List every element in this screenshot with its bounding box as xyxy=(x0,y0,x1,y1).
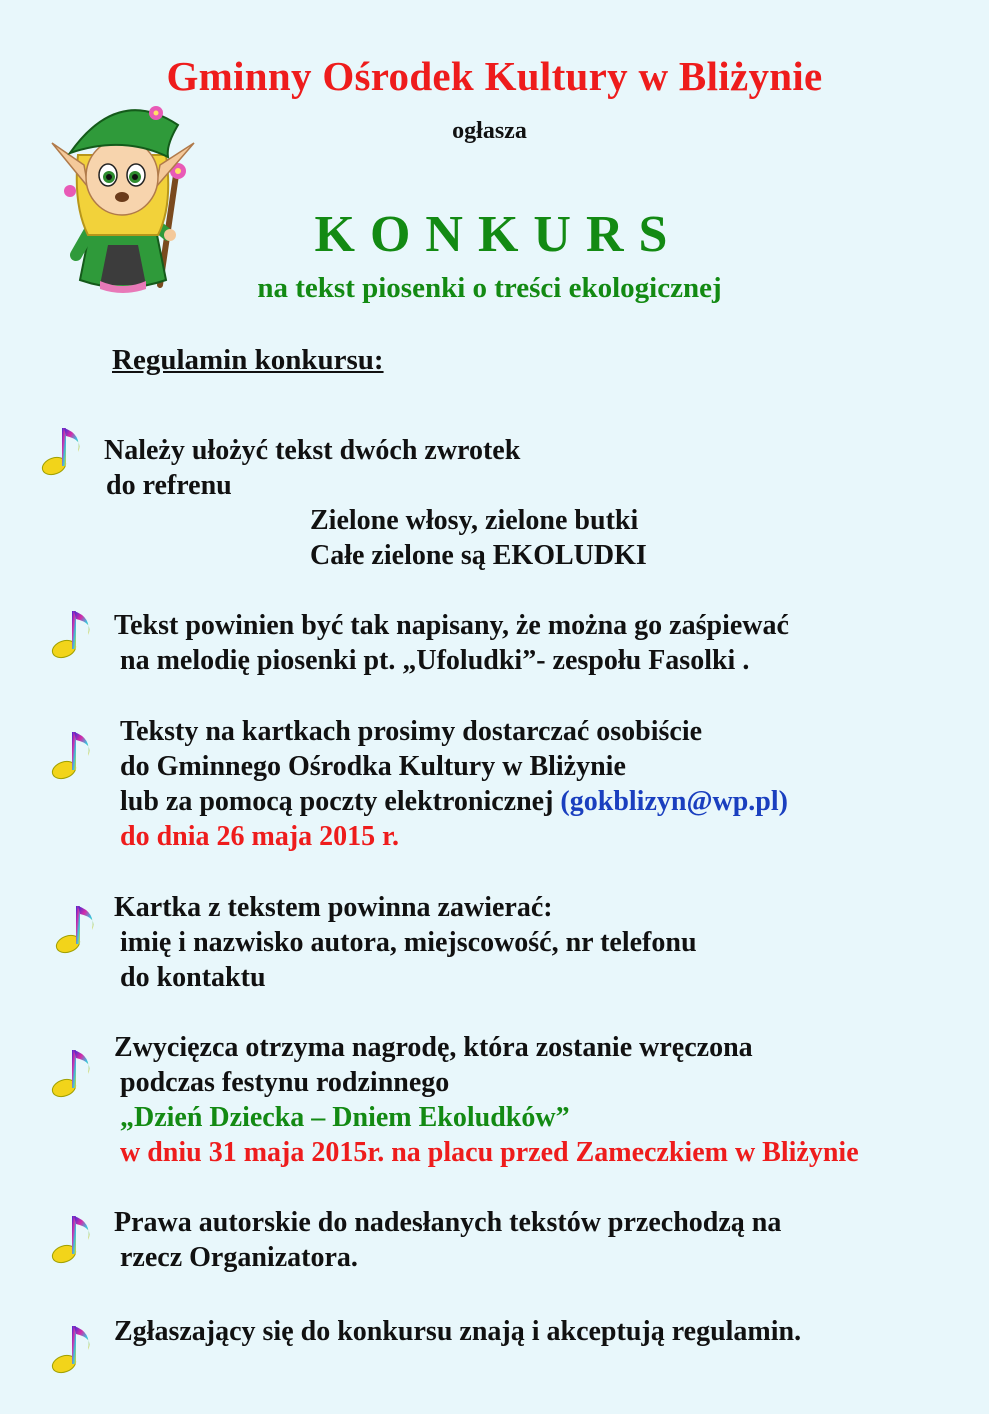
rule-1-line-2: do refrenu xyxy=(106,470,232,501)
refrain-line-1: Zielone włosy, zielone butki xyxy=(310,505,639,536)
rule-7-line-1: Zgłaszający się do konkursu znają i akceptują regulamin. xyxy=(114,1316,802,1347)
music-note-icon xyxy=(48,1210,100,1266)
event-date-place: w dniu 31 maja 2015r. na placu przed Zameczkiem w Bliżynie xyxy=(120,1137,859,1168)
rule-3-line-2: do Gminnego Ośrodka Kultury w Bliżynie xyxy=(120,751,626,782)
rule-4-line-3: do kontaktu xyxy=(120,962,266,993)
rule-4-line-2: imię i nazwisko autora, miejscowość, nr telefonu xyxy=(120,927,697,958)
music-note-icon xyxy=(52,900,104,956)
rule-5-line-1: Zwycięzca otrzyma nagrodę, która zostanie wręczona xyxy=(114,1032,753,1063)
rule-6-line-1: Prawa autorskie do nadesłanych tekstów przechodzą na xyxy=(114,1207,782,1238)
music-note-icon xyxy=(48,605,100,661)
announces-text: ogłasza xyxy=(452,118,527,144)
music-note-icon xyxy=(48,1320,100,1376)
rule-3-line-1: Teksty na kartkach prosimy dostarczać osobiście xyxy=(120,716,703,747)
refrain-line-2: Całe zielone są EKOLUDKI xyxy=(310,540,647,571)
rule-2-line-1: Tekst powinien być tak napisany, że można go zaśpiewać xyxy=(114,610,789,641)
rule-3-line-3-text: lub za pomocą poczty elektronicznej xyxy=(120,786,554,817)
music-note-icon xyxy=(48,1044,100,1100)
contest-subtitle: na tekst piosenki o treści ekologicznej xyxy=(257,272,722,304)
rule-1-line-1: Należy ułożyć tekst dwóch zwrotek xyxy=(104,435,521,466)
rule-3-deadline: do dnia 26 maja 2015 r. xyxy=(120,821,400,852)
contest-heading: KONKURS xyxy=(314,206,683,263)
music-note-icon xyxy=(38,422,90,478)
rule-6-line-2: rzecz Organizatora. xyxy=(120,1242,358,1273)
page-title: Gminny Ośrodek Kultury w Bliżynie xyxy=(166,53,823,99)
event-name: „Dzień Dziecka – Dniem Ekoludków” xyxy=(120,1102,570,1133)
rule-5-line-2: podczas festynu rodzinnego xyxy=(120,1067,450,1098)
rule-2-line-2: na melodię piosenki pt. „Ufoludki”- zespołu Fasolki . xyxy=(120,645,750,676)
contact-email-link[interactable]: (gokblizyn@wp.pl) xyxy=(560,786,788,817)
rule-3-line-3 xyxy=(120,784,788,819)
rules-heading: Regulamin konkursu: xyxy=(112,344,384,376)
rule-4-line-1: Kartka z tekstem powinna zawierać: xyxy=(114,892,553,923)
music-note-icon xyxy=(48,726,100,782)
